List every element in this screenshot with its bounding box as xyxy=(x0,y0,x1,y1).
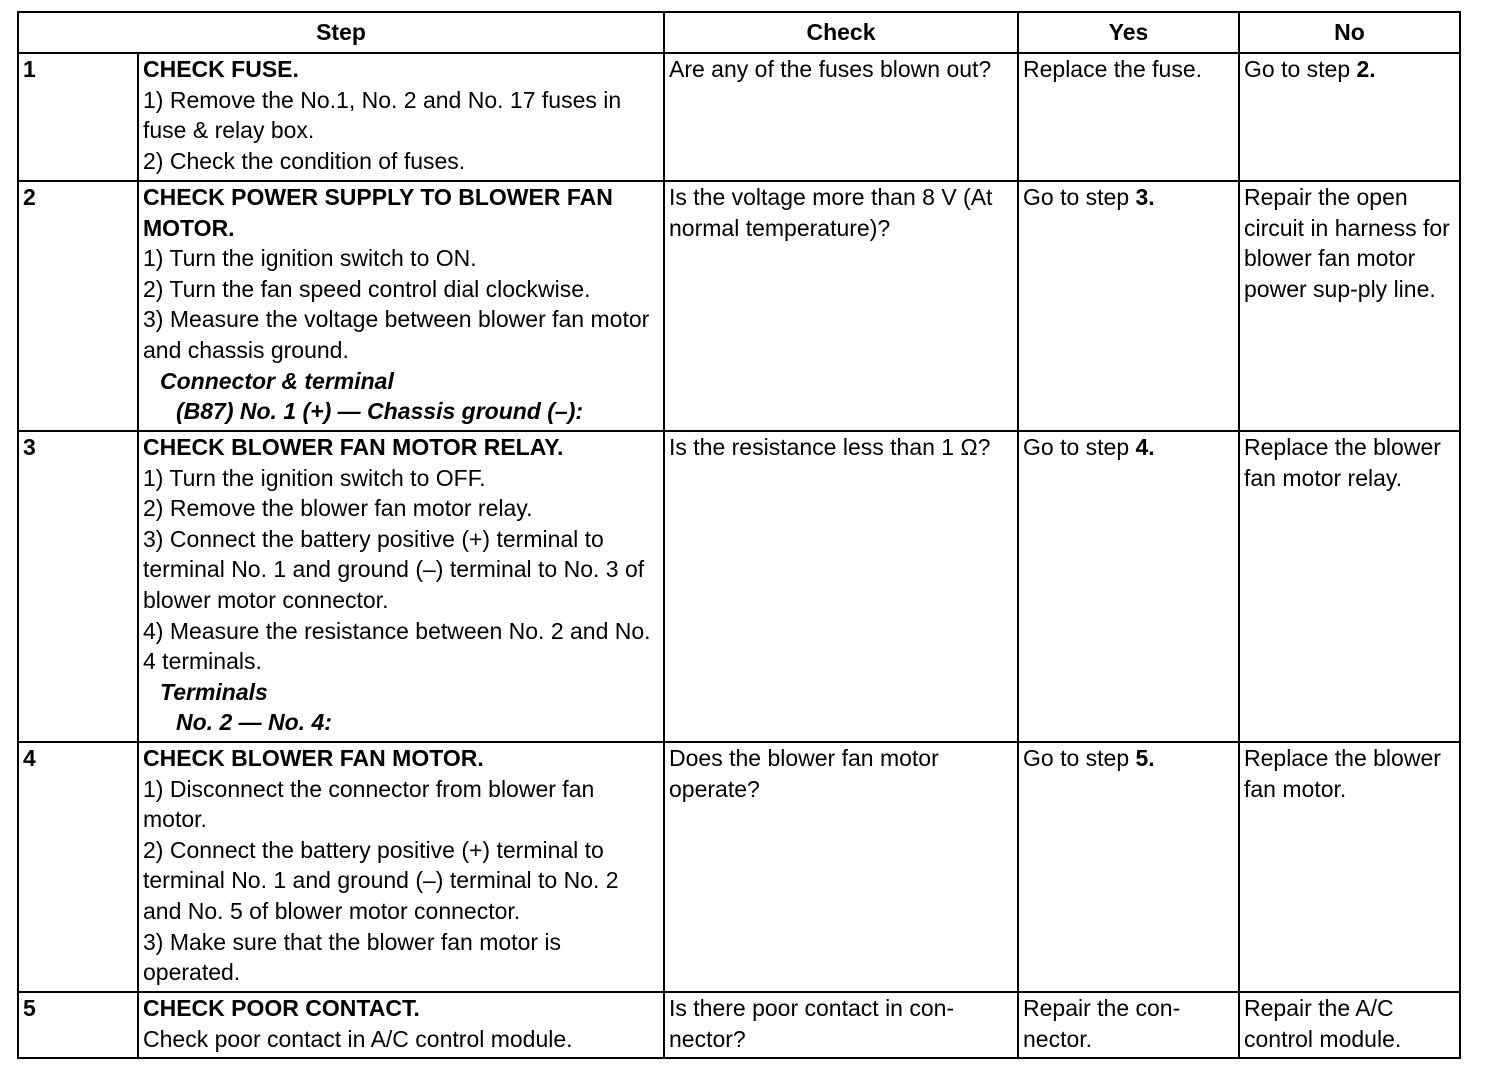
yes-action xyxy=(1018,431,1239,742)
step-title: CHECK FUSE. xyxy=(143,56,299,82)
yes-action: Repair the con-nector. xyxy=(1018,992,1239,1058)
spec-label: Terminals xyxy=(160,678,268,705)
step-number: 4 xyxy=(18,742,138,992)
check-question: Is the voltage more than 8 V (At normal temperature)? xyxy=(664,181,1018,431)
spec-label: Connector & terminal xyxy=(160,367,394,394)
step-title: CHECK BLOWER FAN MOTOR RELAY. xyxy=(143,434,564,460)
yes-action-text: Go to step xyxy=(1023,745,1136,771)
step-instruction: 2) Remove the blower fan motor relay. xyxy=(143,495,533,522)
table-row xyxy=(18,742,1460,992)
step-reference: 2. xyxy=(1356,56,1376,82)
step-title: CHECK POWER SUPPLY TO BLOWER FAN MOTOR. xyxy=(143,184,613,241)
no-action-text: Go to step xyxy=(1244,56,1357,82)
table-row xyxy=(18,181,1460,431)
step-instruction: 1) Turn the ignition switch to OFF. xyxy=(143,464,486,491)
step-procedure xyxy=(138,992,664,1058)
step-procedure xyxy=(138,431,664,742)
step-instruction: Check poor contact in A/C control module. xyxy=(143,1025,573,1052)
step-instruction: 3) Connect the battery positive (+) terminal to terminal No. 1 and ground (–) terminal to No. 3 of blower motor connector. xyxy=(143,525,645,613)
step-title: CHECK BLOWER FAN MOTOR. xyxy=(143,745,484,771)
header-yes: Yes xyxy=(1018,12,1239,53)
step-instruction: 3) Make sure that the blower fan motor is operated. xyxy=(143,928,562,986)
step-instruction: 1) Remove the No.1, No. 2 and No. 17 fuses in fuse & relay box. xyxy=(143,86,622,144)
step-procedure xyxy=(138,742,664,992)
step-number: 5 xyxy=(18,992,138,1058)
yes-action xyxy=(1018,742,1239,992)
step-reference: 4. xyxy=(1135,434,1155,460)
yes-action: Replace the fuse. xyxy=(1018,53,1239,181)
diagnostic-table xyxy=(17,11,1461,1059)
header-check: Check xyxy=(664,12,1018,53)
spec-value: No. 2 — No. 4: xyxy=(176,709,332,736)
no-action: Replace the blower fan motor relay. xyxy=(1239,431,1460,742)
step-number: 2 xyxy=(18,181,138,431)
step-procedure xyxy=(138,181,664,431)
step-instruction: 1) Turn the ignition switch to ON. xyxy=(143,245,477,272)
no-action: Repair the A/C control module. xyxy=(1239,992,1460,1058)
step-instruction: 1) Disconnect the connector from blower fan motor. xyxy=(143,775,595,833)
yes-action-text: Go to step xyxy=(1023,434,1136,460)
step-instruction: 4) Measure the resistance between No. 2 and No. 4 terminals. xyxy=(143,617,651,675)
table-row xyxy=(18,992,1460,1058)
step-number: 1 xyxy=(18,53,138,181)
step-number: 3 xyxy=(18,431,138,742)
no-action: Repair the open circuit in harness for blower fan motor power sup-ply line. xyxy=(1239,181,1460,431)
check-question: Is the resistance less than 1 Ω? xyxy=(664,431,1018,742)
table-row xyxy=(18,53,1460,181)
step-instruction: 2) Connect the battery positive (+) terminal to terminal No. 1 and ground (–) terminal to No. 2 and No. 5 of blower motor connector. xyxy=(143,836,619,924)
step-instruction: 3) Measure the voltage between blower fan motor and chassis ground. xyxy=(143,306,650,363)
check-question: Are any of the fuses blown out? xyxy=(664,53,1018,181)
check-question: Is there poor contact in con-nector? xyxy=(664,992,1018,1058)
step-reference: 5. xyxy=(1135,745,1155,771)
table-row xyxy=(18,431,1460,742)
step-instruction: 2) Check the condition of fuses. xyxy=(143,147,466,174)
no-action: Replace the blower fan motor. xyxy=(1239,742,1460,992)
diagnostic-procedure-sheet xyxy=(17,11,1461,1059)
step-title: CHECK POOR CONTACT. xyxy=(143,995,420,1021)
yes-action-text: Go to step xyxy=(1023,184,1136,210)
table-header-row xyxy=(18,12,1460,53)
spec-value: (B87) No. 1 (+) — Chassis ground (–): xyxy=(176,398,584,425)
step-procedure xyxy=(138,53,664,181)
no-action xyxy=(1239,53,1460,181)
step-reference: 3. xyxy=(1135,184,1155,210)
header-no: No xyxy=(1239,12,1460,53)
step-instruction: 2) Turn the fan speed control dial clockwise. xyxy=(143,275,591,302)
header-step: Step xyxy=(18,12,664,53)
check-question: Does the blower fan motor operate? xyxy=(664,742,1018,992)
yes-action xyxy=(1018,181,1239,431)
